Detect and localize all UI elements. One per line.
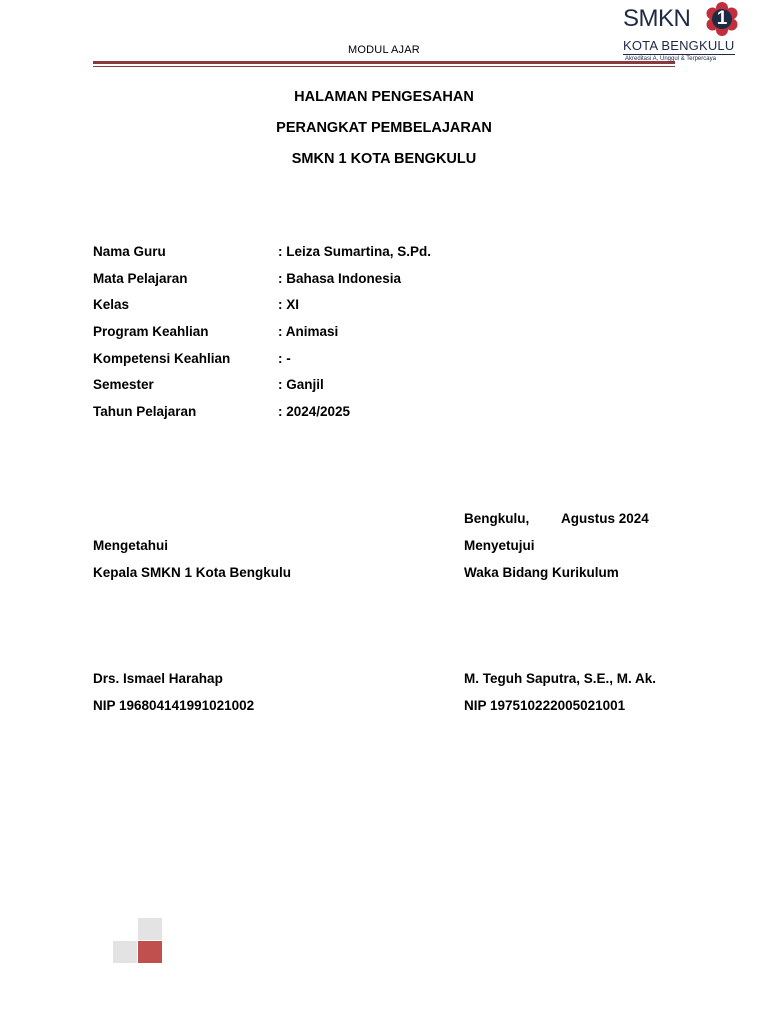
header-rule-thick: [93, 61, 675, 64]
left-signer-name: Drs. Ismael Harahap: [93, 671, 223, 686]
info-value: : 2024/2025: [278, 404, 351, 419]
decorative-square-red: [138, 941, 162, 963]
signature-place: Bengkulu,: [464, 511, 530, 526]
decorative-square-top: [138, 918, 162, 940]
info-label: Kelas: [93, 297, 130, 312]
right-signer-intro: Menyetujui: [464, 538, 535, 553]
info-label: Kompetensi Keahlian: [93, 351, 231, 366]
info-label: Nama Guru: [93, 244, 166, 259]
logo-city: KOTA BENGKULU: [623, 38, 735, 53]
school-logo: [622, 2, 742, 66]
info-value: : Leiza Sumartina, S.Pd.: [278, 244, 432, 259]
title-line-2: PERANGKAT PEMBELAJARAN: [276, 120, 492, 136]
right-signer-name: M. Teguh Saputra, S.E., M. Ak.: [464, 671, 657, 686]
header-label: MODUL AJAR: [348, 44, 420, 56]
title-line-3: SMKN 1 KOTA BENGKULU: [291, 151, 477, 167]
header-rule-thin: [93, 66, 675, 67]
left-signer-role: Kepala SMKN 1 Kota Bengkulu: [93, 565, 292, 580]
info-value: : -: [278, 351, 291, 366]
left-signer-nip: NIP 196804141991021002: [93, 698, 255, 713]
info-value: : Bahasa Indonesia: [278, 271, 402, 286]
info-label: Tahun Pelajaran: [93, 404, 197, 419]
info-label: Program Keahlian: [93, 324, 209, 339]
logo-badge-number: 1: [716, 8, 728, 29]
info-label: Mata Pelajaran: [93, 271, 188, 286]
decorative-square-left: [113, 941, 137, 963]
logo-tagline: Akreditasi A, Unggul & Terpercaya: [625, 56, 716, 62]
info-value: : XI: [278, 297, 300, 312]
info-value: : Ganjil: [278, 377, 324, 392]
left-signer-intro: Mengetahui: [93, 538, 169, 553]
right-signer-nip: NIP 197510222005021001: [464, 698, 626, 713]
info-value: : Animasi: [278, 324, 339, 339]
title-line-1: HALAMAN PENGESAHAN: [294, 89, 474, 105]
right-signer-role: Waka Bidang Kurikulum: [464, 565, 619, 580]
signature-date: Agustus 2024: [561, 511, 649, 526]
info-label: Semester: [93, 377, 154, 392]
logo-divider: [623, 54, 735, 55]
logo-wordmark: SMKN: [623, 5, 691, 32]
